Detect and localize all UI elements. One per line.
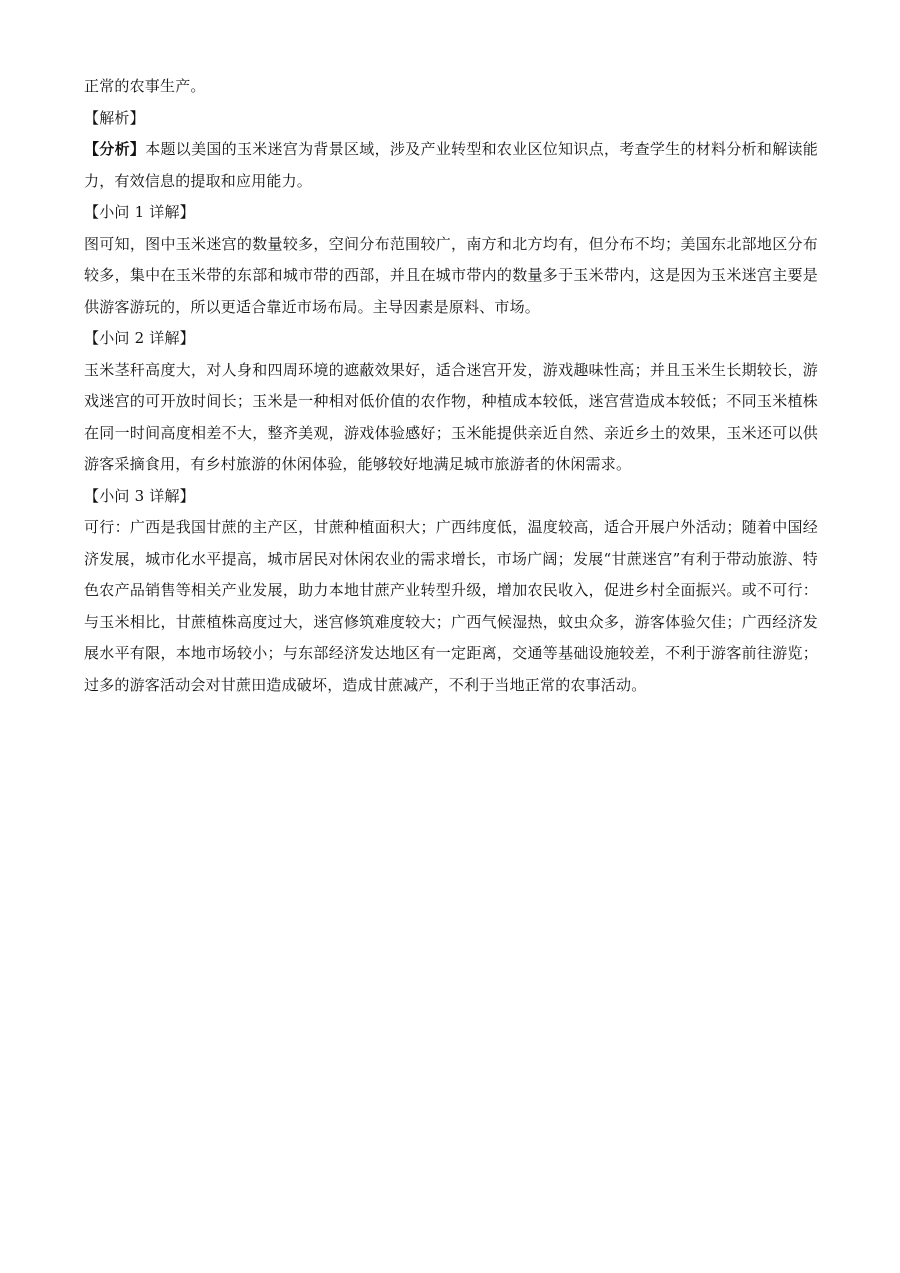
- analysis-text: 本题以美国的玉米迷宫为背景区域，涉及产业转型和农业区位知识点，考查学生的材料分析和解读能力，有效信息的提取和应用能力。: [84, 140, 818, 190]
- analysis-heading: 【解析】: [84, 108, 145, 127]
- analysis-paragraph: [84, 134, 818, 197]
- q3-answer: 可行：广西是我国甘蔗的主产区，甘蔗种植面积大；广西纬度低，温度较高，适合开展户外活动；随着中国经济发展，城市化水平提高，城市居民对休闲农业的需求增长，市场广阔；发展“甘蔗迷宫”有利于带动旅游、特色农产品销售等相关产业发展，助力本地甘蔗产业转型升级，增加农民收入，促进乡村全面振兴。或不可行：与玉米相比，甘蔗植株高度过大，迷宫修筑难度较大；广西气候湿热，蚊虫众多，游客体验欠佳；广西经济发展水平有限，本地市场较小；与东部经济发达地区有一定距离，交通等基础设施较差，不利于游客前往游览；过多的游客活动会对甘蔗田造成破坏，造成甘蔗减产，不利于当地正常的农事活动。: [84, 518, 818, 694]
- continuation-line: 正常的农事生产。: [84, 77, 206, 95]
- document-body: [84, 71, 818, 701]
- q2-answer: 玉米茎秆高度大，对人身和四周环境的遮蔽效果好，适合迷宫开发，游戏趣味性高；并且玉米生长期较长，游戏迷宫的可开放时间长；玉米是一种相对低价值的农作物，种植成本较低，迷宫营造成本较低；不同玉米植株在同一时间高度相差不大，整齐美观，游戏体验感好；玉米能提供亲近自然、亲近乡土的效果，玉米还可以供游客采摘食用，有乡村旅游的休闲体验，能够较好地满足城市旅游者的休闲需求。: [84, 360, 818, 473]
- q2-heading: 【小问 2 详解】: [84, 329, 195, 347]
- analysis-label: 【分析】: [84, 140, 146, 158]
- q1-answer: 图可知，图中玉米迷宫的数量较多，空间分布范围较广，南方和北方均有，但分布不均；美国东北部地区分布较多，集中在玉米带的东部和城市带的西部，并且在城市带内的数量多于玉米带内，这是因为玉米迷宫主要是供游客游玩的，所以更适合靠近市场布局。主导因素是原料、市场。: [84, 234, 818, 316]
- q3-heading: 【小问 3 详解】: [84, 486, 195, 505]
- q1-heading: 【小问 1 详解】: [84, 203, 195, 221]
